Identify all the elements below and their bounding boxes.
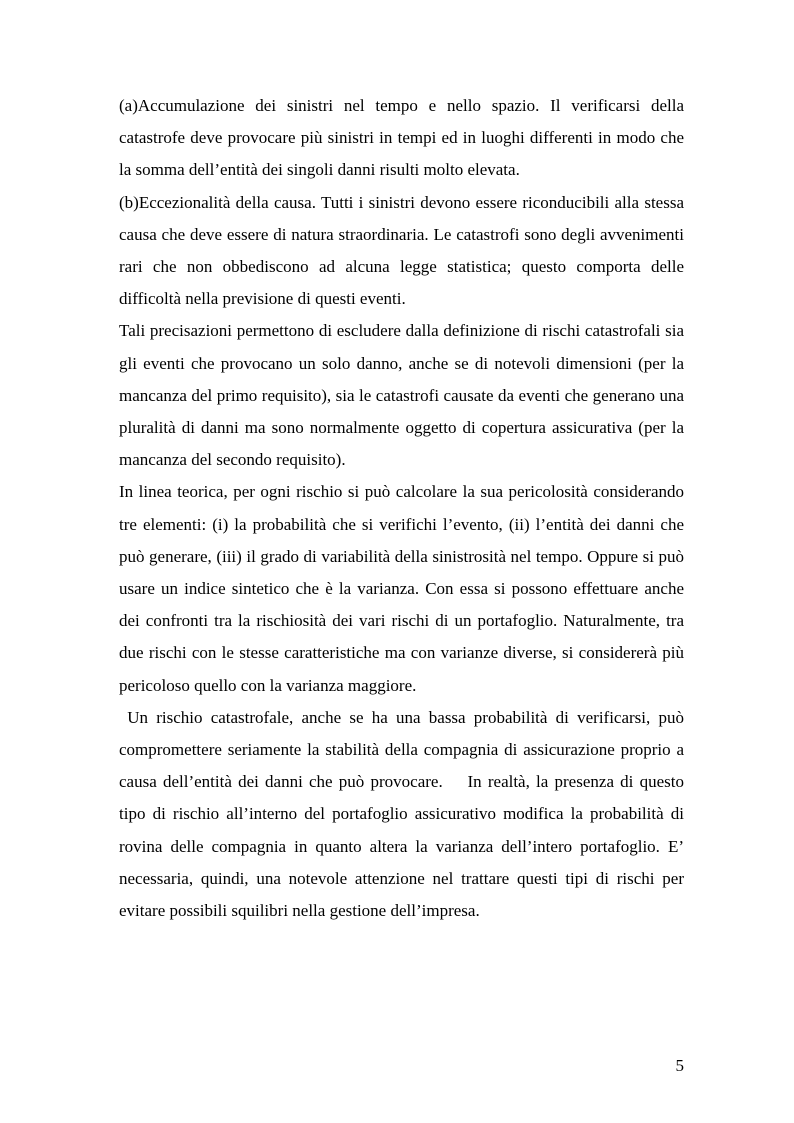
paragraph-precisazioni: Tali precisazioni permettono di escludere dalla definizione di rischi catastrofali sia gli eventi che provocano un solo danno, anche se di notevoli dimensioni (per la mancanza del primo requisito), sia le catastrofi causate da eventi che generano una pluralità di danni ma sono normalmente oggetto di copertura assicurativa (per la mancanza del secondo requisito).: [119, 321, 684, 470]
paragraph-accumulazione: (a)Accumulazione dei sinistri nel tempo e nello spazio. Il verificarsi della catastrofe deve provocare più sinistri in tempi ed in luoghi differenti in modo che la somma dell’entità dei singoli danni risulti molto elevata.: [119, 96, 684, 180]
page-body: [119, 90, 689, 927]
paragraph-eccezionalita: (b)Eccezionalità della causa. Tutti i sinistri devono essere riconducibili alla stessa causa che deve essere di natura straordinaria. Le catastrofi sono degli avvenimenti rari che non obbediscono ad alcuna legge statistica; questo comporta delle difficoltà nella previsione di questi eventi.: [119, 192, 684, 309]
page-number: 5: [675, 1056, 684, 1075]
paragraph-rischio-catastrofale: Un rischio catastrofale, anche se ha una bassa probabilità di verificarsi, può compromettere seriamente la stabilità della compagnia di assicurazione proprio a causa dell’entità dei danni che può provocare. In realtà, la presenza di questo tipo di rischio all’interno del portafoglio assicurativo modifica la probabilità di rovina delle compagnia in quanto altera la varianza dell’intero portafoglio. E’ necessaria, quindi, una notevole attenzione nel trattare questi tipi di rischi per evitare possibili squilibri nella gestione dell’impresa.: [119, 707, 689, 921]
paragraph-linea-teorica: In linea teorica, per ogni rischio si può calcolare la sua pericolosità considerando tre elementi: (i) la probabilità che si verifichi l’evento, (ii) l’entità dei danni che può generare, (iii) il grado di variabilità della sinistrosità nel tempo. Oppure si può usare un indice sintetico che è la varianza. Con essa si possono effettuare anche dei confronti tra la rischiosità dei vari rischi di un portafoglio. Naturalmente, tra due rischi con le stesse caratteristiche ma con varianze diverse, si considererà più pericoloso quello con la varianza maggiore.: [119, 482, 684, 695]
